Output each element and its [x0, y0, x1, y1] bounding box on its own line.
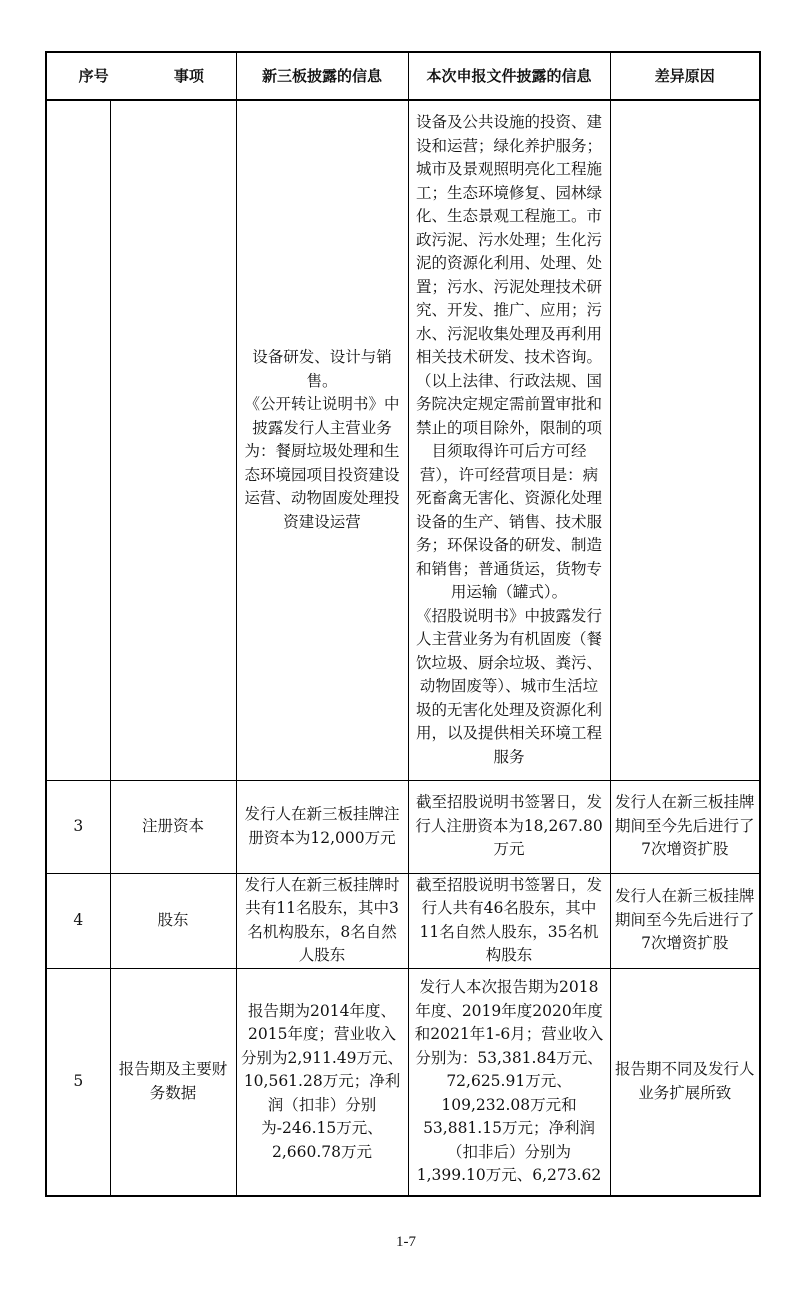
cell-seq: 4 [46, 873, 110, 968]
header-reason: 差异原因 [610, 52, 760, 100]
page-number: 1-7 [396, 1234, 416, 1250]
cell-neeq-info-paragraph: 设备研发、设计与销售。 [252, 348, 392, 390]
header-neeq-info: 新三板披露的信息 [236, 52, 408, 100]
cell-item [110, 100, 236, 780]
cell-current-info-paragraph: 设备及公共设施的投资、建设和运营；绿化养护服务；城市及景观照明亮化工程施工；生态环境修复、园林绿化、生态景观工程施工。市政污泥、污水处理；生化污泥的资源化利用、处理、处置；污水、污泥处理技术研究、开发、推广、应用；污水、污泥收集处理及再利用相关技术研发、技术咨询。（以上法律、行政法规、国务院决定规定需前置审批和禁止的项目除外，限制的项目须取得许可后方可经营），许可经营项目是：病死畜禽无害化、资源化处理设备的生产、销售、技术服务；环保设备的研发、制造和销售；普通货运，货物专用运输（罐式）。 [416, 113, 603, 602]
cell-neeq-info-paragraph: 报告期为2014年度、2015年度；营业收入分别为2,911.49万元、10,561.28万元；净利润（扣非）分别为-246.15万元、2,660.78万元 [241, 1001, 404, 1161]
cell-current-info [408, 968, 610, 1196]
cell-current-info [408, 780, 610, 873]
table-row [46, 780, 760, 873]
cell-seq: 3 [46, 780, 110, 873]
header-item: 事项 [173, 66, 204, 85]
table-row [46, 873, 760, 968]
cell-neeq-info [236, 780, 408, 873]
cell-neeq-info-paragraph: 发行人在新三板挂牌注册资本为12,000万元 [244, 805, 400, 847]
table-row [46, 100, 760, 780]
cell-neeq-info [236, 100, 408, 780]
cell-reason: 报告期不同及发行人业务扩展所致 [610, 968, 760, 1196]
cell-current-info-paragraph: 截至招股说明书签署日，发行人注册资本为18,267.80万元 [415, 793, 603, 859]
cell-neeq-info [236, 873, 408, 968]
cell-reason: 发行人在新三板挂牌期间至今先后进行了7次增资扩股 [610, 873, 760, 968]
cell-item: 报告期及主要财务数据 [110, 968, 236, 1196]
cell-seq: 5 [46, 968, 110, 1196]
disclosure-comparison-table [45, 51, 761, 1197]
cell-current-info-paragraph: 《招股说明书》中披露发行人主营业务为有机固废（餐饮垃圾、厨余垃圾、粪污、动物固废等）、城市生活垃圾的无害化处理及资源化利用，以及提供相关环境工程服务 [416, 606, 603, 766]
cell-reason: 发行人在新三板挂牌期间至今先后进行了7次增资扩股 [610, 780, 760, 873]
table-row [46, 968, 760, 1196]
cell-current-info [408, 100, 610, 780]
cell-current-info-paragraph: 截至招股说明书签署日，发行人共有46名股东，其中11名自然人股东，35名机构股东 [416, 875, 603, 964]
table-header-row [46, 52, 760, 100]
cell-seq [46, 100, 110, 780]
cell-current-info-paragraph: 发行人本次报告期为2018年度、2019年度2020年度和2021年1-6月；营业收入分别为：53,381.84万元、72,625.91万元、109,232.08万元和53,881.15万元；净利润（扣非后）分别为1,399.10万元、6,273.62 [414, 978, 604, 1184]
header-current-info: 本次申报文件披露的信息 [408, 52, 610, 100]
header-seq: 序号 [78, 66, 109, 85]
cell-item: 股东 [110, 873, 236, 968]
cell-neeq-info-paragraph: 发行人在新三板挂牌时共有11名股东，其中3名机构股东，8名自然人股东 [244, 875, 400, 964]
cell-neeq-info [236, 968, 408, 1196]
cell-item: 注册资本 [110, 780, 236, 873]
cell-neeq-info-paragraph: 《公开转让说明书》中披露发行人主营业务为：餐厨垃圾处理和生态环境园项目投资建设运营、动物固废处理投资建设运营 [244, 395, 400, 531]
cell-reason [610, 100, 760, 780]
cell-current-info [408, 873, 610, 968]
header-seq-item [46, 52, 236, 100]
